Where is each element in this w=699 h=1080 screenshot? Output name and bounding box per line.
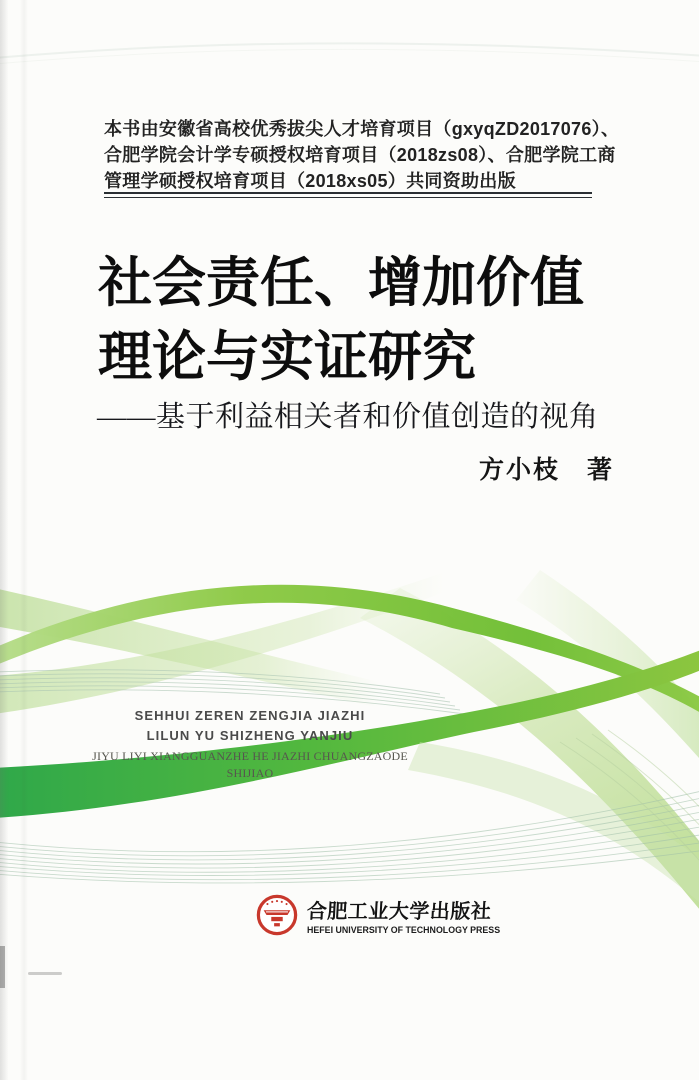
- publisher-name-cn: 合肥工业大学出版社: [306, 900, 492, 923]
- publisher-text: [307, 895, 515, 936]
- pinyin-line-2: LILUN YU SHIZHENG YANJIU: [146, 728, 354, 743]
- book-title: [98, 246, 584, 394]
- funding-line-2: 合肥学院会计学专硕授权培育项目（2018zs08）、合肥学院工商: [104, 145, 616, 165]
- pinyin-line-1: SEHHUI ZEREN ZENGJIA JIAZHI: [134, 708, 366, 723]
- pinyin-title-block: [85, 706, 415, 782]
- publisher-seal-icon: [256, 894, 298, 936]
- publisher-name-en: HEFEI UNIVERSITY OF TECHNOLOGY PRESS: [307, 924, 501, 936]
- funding-statement: [104, 116, 619, 194]
- cover-crease: [20, 0, 28, 1080]
- scan-speck: [28, 972, 62, 975]
- book-subtitle: ——基于利益相关者和价值创造的视角: [97, 401, 599, 433]
- pinyin-line-3: JIYU LIYI XIANGGUANZHE HE JIAZHI CHUANGZAODE SHIJIAO: [92, 749, 408, 780]
- funding-line-1: 本书由安徽省高校优秀拔尖人才培育项目（gxyqZD2017076）、: [104, 119, 620, 139]
- double-rule-divider: [104, 192, 592, 198]
- book-title-line-2: 理论与实证研究: [98, 327, 476, 387]
- scan-edge-shadow: [0, 0, 10, 1080]
- author-name: 方小枝 著: [479, 456, 615, 484]
- publisher-block: [256, 894, 515, 936]
- book-title-line-1: 社会责任、增加价值: [98, 253, 584, 313]
- funding-line-3: 管理学硕授权培育项目（2018xs05）共同资助出版: [104, 171, 516, 191]
- scan-speck: [0, 946, 5, 988]
